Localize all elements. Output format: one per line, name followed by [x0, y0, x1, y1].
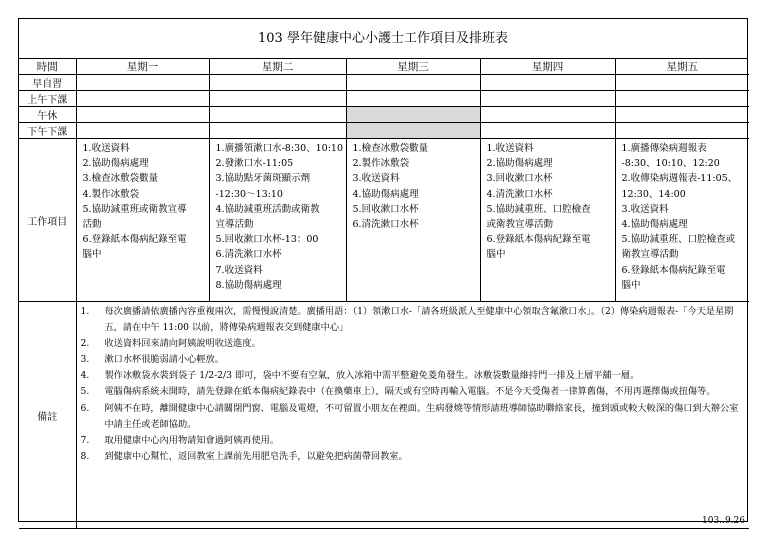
task-list — [77, 139, 209, 263]
tasks-row — [19, 139, 749, 302]
schedule-cell — [480, 75, 615, 91]
day-header-wed: 星期三 — [346, 59, 480, 75]
note-text: 收送資料回來請向阿姨說明收送進度。 — [104, 338, 261, 350]
task-item: 1.收送資料 — [486, 143, 534, 154]
task-item: 3.收送資料 — [352, 173, 400, 185]
task-item: 6.登錄紙本傷病紀錄至電 — [621, 264, 726, 276]
task-item: 3.收送資料 — [621, 203, 669, 215]
note-text: 每次廣播請依廣播內容重複兩次，需慢慢說清楚。廣播用語：（1）領漱口水-「請各班級派人至健康中心領取含氟漱口水」。（2）傳染病週報表-「今天是星期五，請在中午 11:00 以前，將傳染病週報表交到健康中心」 — [104, 306, 734, 334]
task-item: 4.協助減重班活動或衛教 — [215, 203, 320, 215]
tasks-cell-thu — [480, 139, 615, 302]
tasks-label: 工作項目 — [19, 139, 76, 302]
task-item: 6.清洗漱口水杯 — [215, 249, 282, 261]
tasks-cell-mon — [76, 139, 209, 302]
notes-list — [77, 302, 750, 465]
tasks-cell-fri — [615, 139, 749, 302]
day-header-mon: 星期一 — [76, 59, 209, 75]
task-item: 5.回收漱口水杯-13：00 — [215, 234, 319, 246]
notes-label: 備註 — [19, 302, 76, 529]
task-item: 2.收傳染病週報表-11:05、 — [621, 173, 738, 185]
note-item — [81, 449, 746, 465]
note-item — [81, 384, 746, 400]
document-date: 103..9.26 — [702, 516, 745, 526]
task-item: 2.協助傷病處理 — [486, 158, 553, 170]
task-list — [481, 139, 615, 263]
task-item: 1.廣播領漱口水-8:30、10:10 — [215, 143, 343, 154]
schedule-cell — [615, 91, 749, 107]
task-item: 2.發漱口水-11:05 — [215, 158, 294, 170]
schedule-frame — [18, 18, 748, 526]
schedule-cell — [480, 107, 615, 123]
task-item: 3.檢查冰敷袋數量 — [82, 173, 159, 185]
day-header-tue: 星期二 — [209, 59, 346, 75]
schedule-cell-shaded — [346, 107, 480, 123]
task-list — [210, 139, 346, 293]
schedule-cell — [480, 91, 615, 107]
task-item: 5.協助減重班、口腔檢查或 — [621, 234, 736, 246]
day-header-thu: 星期四 — [480, 59, 615, 75]
task-item: -8:30、10:10、12:20 — [621, 158, 720, 170]
task-item: 6.登錄紙本傷病紀錄至電 — [82, 234, 187, 246]
slot-label: 上午下課 — [19, 91, 76, 107]
note-text: 取用健康中心內用物請知會過阿姨再使用。 — [104, 434, 280, 446]
notes-row — [19, 302, 749, 529]
slot-label: 午休 — [19, 107, 76, 123]
schedule-cell — [76, 123, 209, 139]
note-text: 到健康中心幫忙，返回教室上課前先用肥皂洗手，以避免把病菌帶回教室。 — [104, 450, 408, 462]
slot-label: 下午下課 — [19, 123, 76, 139]
note-item — [81, 336, 746, 352]
note-number: 7. — [80, 434, 90, 446]
note-item — [81, 352, 746, 368]
note-number: 1. — [80, 306, 90, 317]
header-row — [19, 59, 749, 75]
task-item: 5.協助減重班、口腔檢查 — [486, 203, 591, 215]
schedule-table — [19, 59, 749, 529]
task-item: 1.收送資料 — [82, 143, 130, 154]
schedule-cell — [480, 123, 615, 139]
task-item: 5.協助減重班或衛教宣導 — [82, 203, 187, 215]
slot-row-am-break — [19, 91, 749, 107]
time-header: 時間 — [19, 59, 76, 75]
note-number: 6. — [80, 402, 90, 414]
schedule-cell — [346, 91, 480, 107]
task-item: 2.製作冰敷袋 — [352, 158, 410, 170]
task-item: 腦中 — [621, 279, 641, 291]
task-item: 衛教宣導活動 — [621, 249, 679, 261]
task-list — [616, 139, 750, 293]
task-item: 2.協助傷病處理 — [82, 158, 149, 170]
note-text: 電腦傷病系統未開時，請先登錄在紙本傷病紀錄表中（在換藥車上），隔天或有空時再輸入電腦。不是今天受傷者一律算舊傷，不用再選擇傷或扭傷等。 — [104, 386, 716, 398]
task-item: 4.協助傷病處理 — [352, 188, 419, 200]
task-item: 4.製作冰敷袋 — [82, 188, 140, 200]
day-header-fri: 星期五 — [615, 59, 749, 75]
task-item: 6.登錄紙本傷病紀錄至電 — [486, 234, 591, 246]
schedule-cell — [76, 107, 209, 123]
slot-row-morning — [19, 75, 749, 91]
schedule-cell — [209, 123, 346, 139]
task-item: -12:30～13:10 — [215, 188, 283, 200]
note-text: 漱口水杯很脆弱請小心輕放。 — [104, 354, 224, 366]
note-item — [81, 368, 746, 384]
task-item: 3.回收漱口水杯 — [486, 173, 553, 185]
note-number: 8. — [80, 450, 90, 462]
page-title: 103 學年健康中心小護士工作項目及排班表 — [19, 19, 747, 59]
task-list — [347, 139, 480, 232]
task-item: 3.協助點牙菌斑顯示劑 — [215, 173, 311, 185]
schedule-cell — [76, 91, 209, 107]
note-text: 製作冰敷袋水裝到袋子 1/2-2/3 即可，袋中不要有空氣，放入冰箱中需平整避免菱角發生。冰敷袋數量維持門一排及上層平舖一層。 — [104, 370, 640, 382]
tasks-cell-wed — [346, 139, 480, 302]
task-item: 或衛教宣導活動 — [486, 219, 554, 231]
task-item: 活動 — [82, 219, 102, 231]
task-item: 12:30、14:00 — [621, 188, 686, 200]
note-item — [81, 304, 746, 336]
slot-row-pm-break — [19, 123, 749, 139]
task-item: 6.清洗漱口水杯 — [352, 219, 419, 231]
notes-cell — [76, 302, 749, 529]
task-item: 5.回收漱口水杯 — [352, 203, 419, 215]
note-item — [81, 433, 746, 449]
schedule-cell — [615, 75, 749, 91]
schedule-cell — [209, 107, 346, 123]
note-item — [81, 401, 746, 433]
task-item: 7.收送資料 — [215, 264, 263, 276]
note-number: 3. — [80, 354, 90, 366]
schedule-cell — [615, 123, 749, 139]
task-item: 腦中 — [82, 249, 102, 261]
schedule-cell — [615, 107, 749, 123]
task-item: 4.協助傷病處理 — [621, 219, 688, 231]
task-item: 4.清洗漱口水杯 — [486, 188, 553, 200]
slot-row-noon-rest — [19, 107, 749, 123]
schedule-cell-shaded — [346, 123, 480, 139]
task-item: 1.檢查冰敷袋數量 — [352, 143, 429, 154]
task-item: 腦中 — [486, 249, 506, 261]
schedule-cell — [209, 75, 346, 91]
schedule-cell — [346, 75, 480, 91]
task-item: 1.廣播傳染病週報表 — [621, 143, 707, 154]
task-item: 8.協助傷病處理 — [215, 279, 282, 291]
tasks-cell-tue — [209, 139, 346, 302]
schedule-cell — [76, 75, 209, 91]
note-number: 2. — [80, 338, 90, 350]
note-text: 阿姨不在時，離開健康中心請關閉門窗、電腦及電燈，不可留置小朋友在裡面。生病發燒等情形請班導師協助聯絡家長，撞到頭或較大較深的傷口到大辦公室中請主任或老師協助。 — [104, 402, 739, 430]
note-number: 5. — [80, 386, 90, 398]
slot-label: 早自習 — [19, 75, 76, 91]
task-item: 宣導活動 — [215, 219, 254, 231]
schedule-cell — [209, 91, 346, 107]
note-number: 4. — [80, 370, 90, 382]
